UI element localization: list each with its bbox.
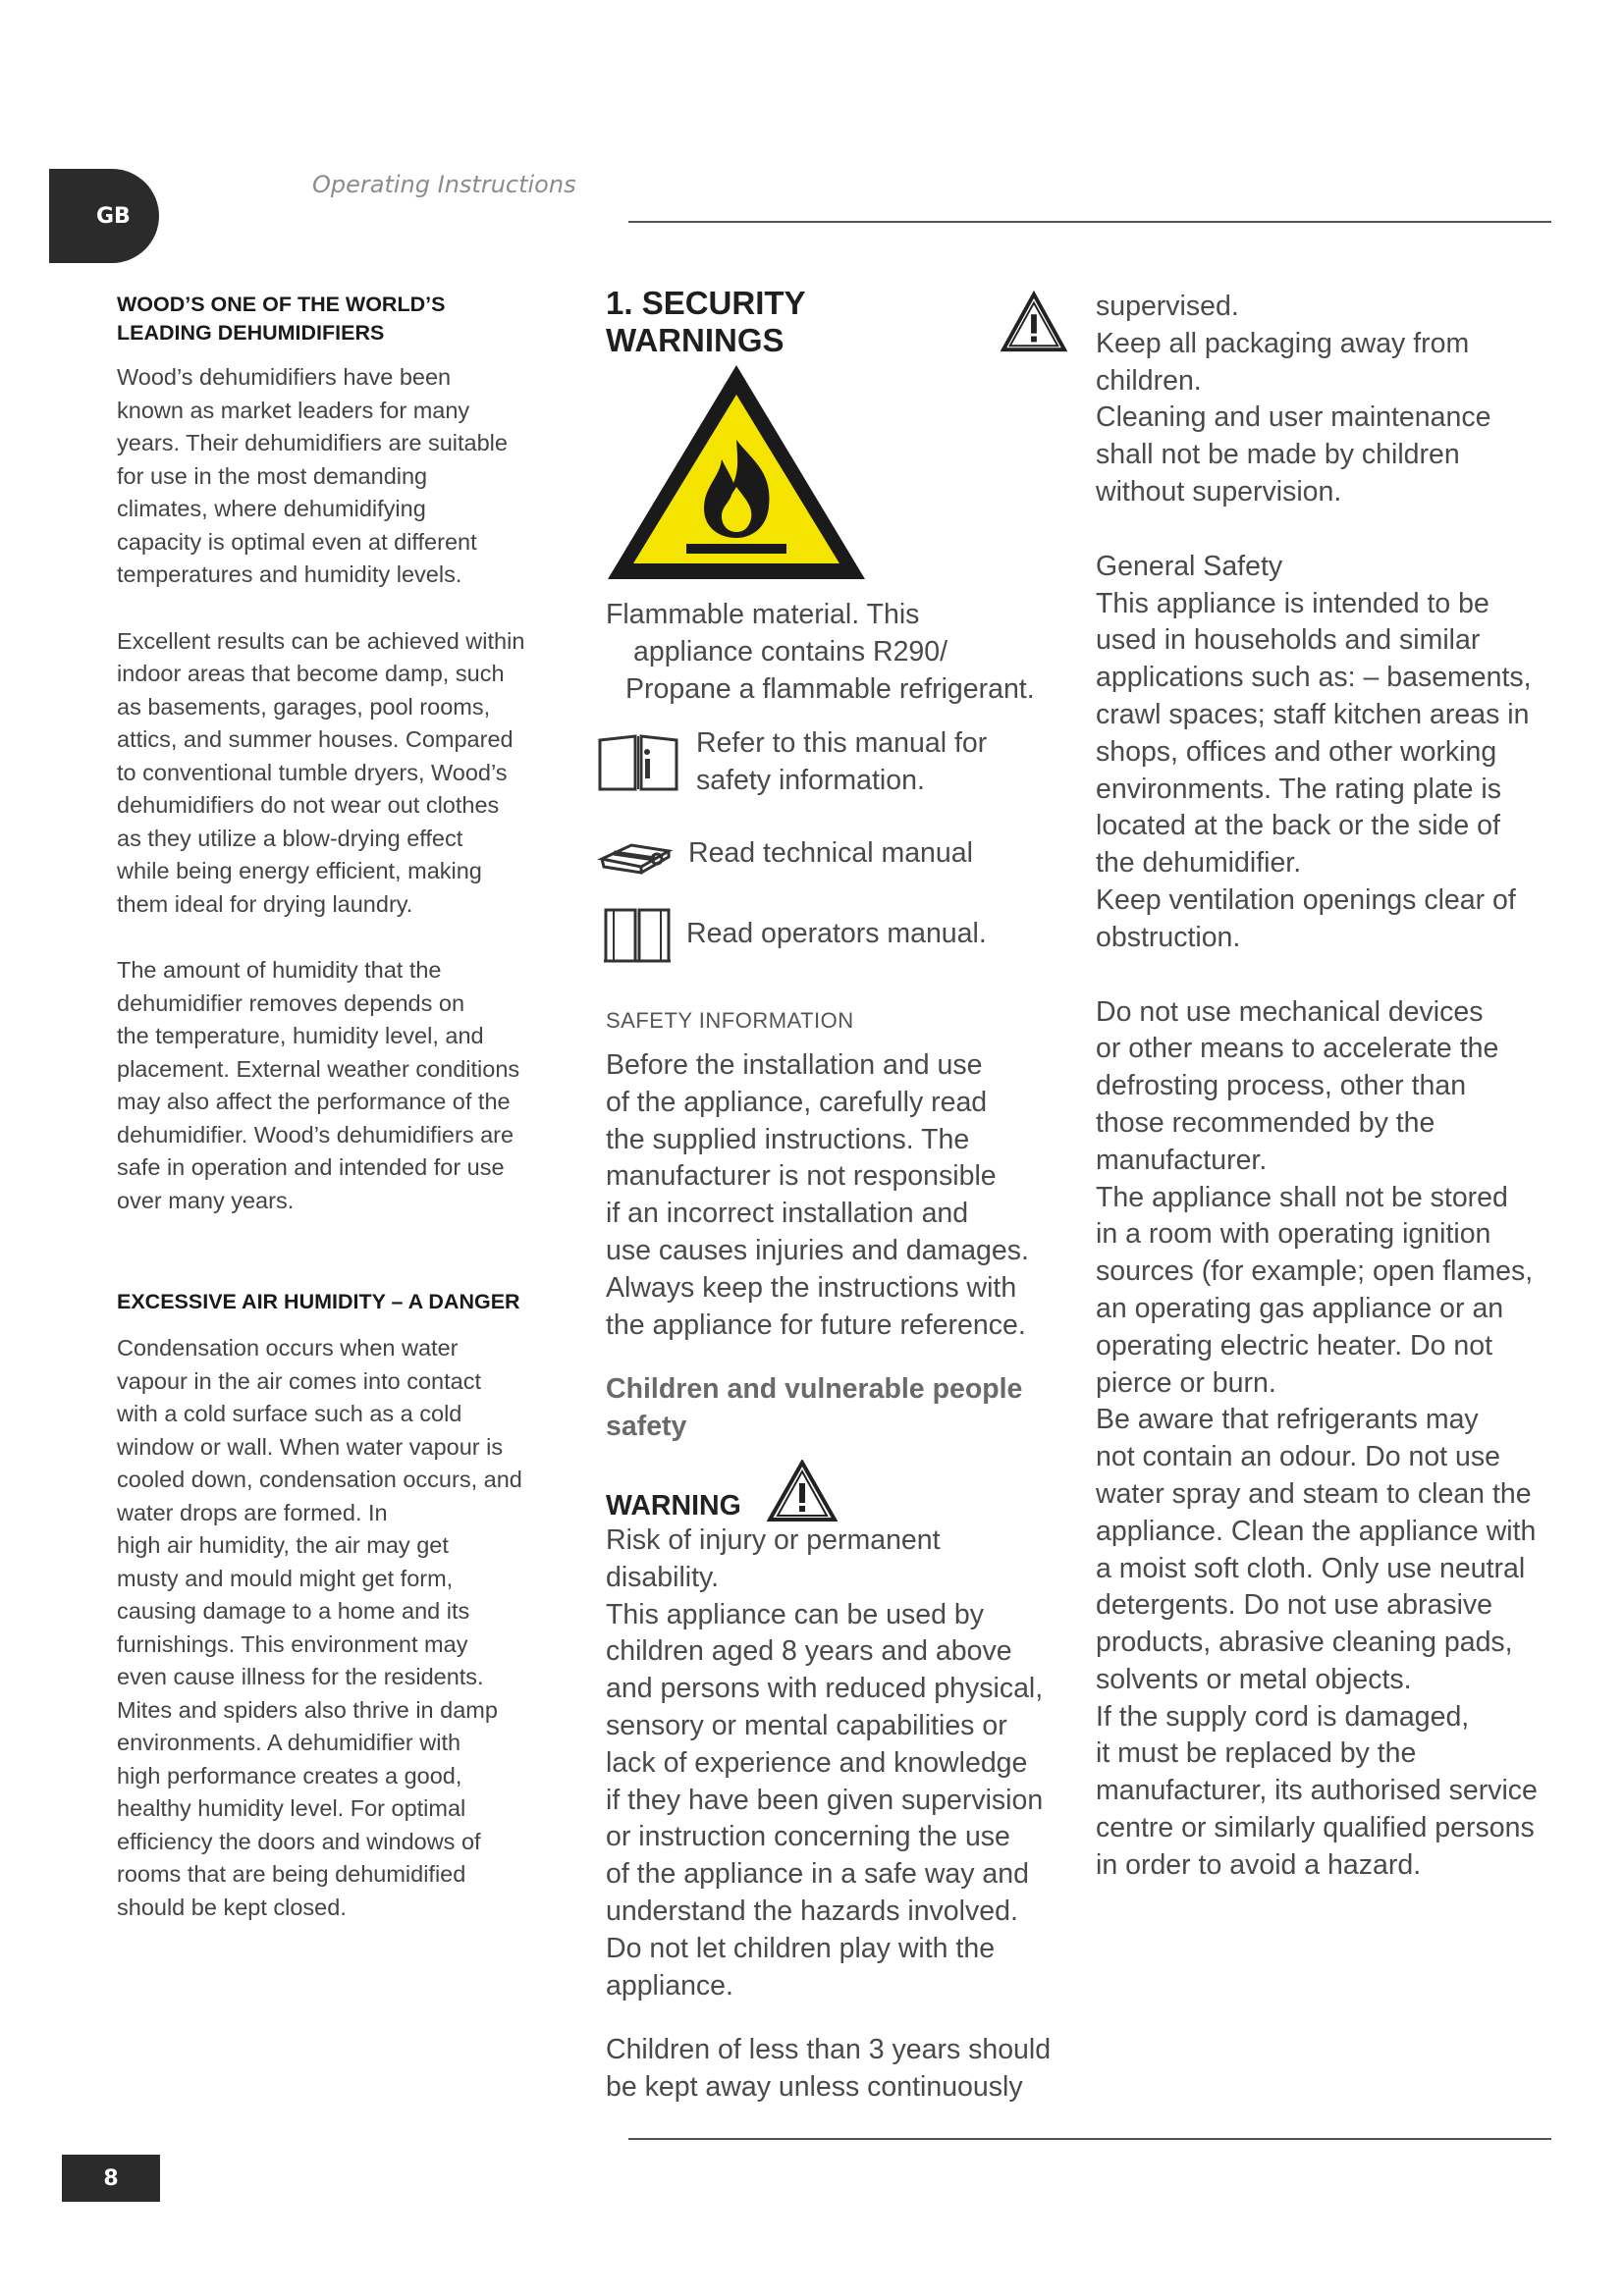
refer-manual-text <box>696 725 987 800</box>
text-line: products, abrasive cleaning pads, <box>1096 1627 1513 1659</box>
page-number <box>62 2155 160 2202</box>
text-line: understand the hazards involved. <box>606 1895 1018 1927</box>
text-line: window or wall. When water vapour is <box>117 1433 504 1460</box>
intro-heading <box>117 291 570 347</box>
text-line: capacity is optimal even at different <box>117 528 477 555</box>
operators-manual-text: Read operators manual. <box>686 918 987 950</box>
safety-paragraph <box>606 1047 1067 1344</box>
wrench-book-icon <box>596 833 675 875</box>
warning-triangle-icon <box>1001 291 1067 353</box>
text-line: water spray and steam to clean the <box>1096 1477 1532 1510</box>
text-line: them ideal for drying laundry. <box>117 890 413 917</box>
text-line: or other means to accelerate the <box>1096 1033 1499 1065</box>
text-line: may also affect the performance of the <box>117 1089 511 1114</box>
text-line: Refer to this manual for <box>696 727 988 760</box>
intro-paragraph <box>117 361 570 592</box>
text-line: not contain an odour. Do not use <box>1096 1441 1500 1473</box>
text-line: appliance. <box>606 1969 733 2002</box>
intro-heading-line: WOOD’S ONE OF THE WORLD’S <box>117 293 446 316</box>
text-line: as basements, garages, pool rooms, <box>117 693 491 720</box>
text-line: of the appliance in a safe way and <box>606 1858 1029 1891</box>
text-line: efficiency the doors and windows of <box>117 1828 481 1854</box>
right-column <box>1096 289 1557 1885</box>
text-line: safety information. <box>696 765 925 797</box>
text-line: dehumidifier removes depends on <box>117 989 465 1016</box>
text-line: of the appliance, carefully read <box>606 1086 988 1118</box>
text-line: Do not let children play with the <box>606 1932 996 1964</box>
text-line: obstruction. <box>1096 921 1241 953</box>
refer-manual-row <box>606 725 1067 800</box>
text-line: centre or similarly qualified persons <box>1096 1812 1535 1844</box>
text-line: high air humidity, the air may get <box>117 1532 449 1558</box>
warning-heading <box>606 1460 1067 1522</box>
text-line: Do not use mechanical devices <box>1096 995 1484 1028</box>
page-number-text: 8 <box>103 2165 119 2191</box>
text-line: Be aware that refrigerants may <box>1096 1404 1479 1436</box>
left-column <box>117 291 570 1924</box>
warning-label: WARNING <box>606 1489 741 1522</box>
text-line: furnishings. This environment may <box>117 1630 468 1657</box>
text-line: known as market leaders for many <box>117 397 470 423</box>
operators-manual-row <box>606 904 1067 965</box>
text-line: Mites and spiders also thrive in damp <box>117 1696 498 1723</box>
section-title-text: 1. SECURITY WARNINGS <box>606 285 805 358</box>
text-line: children aged 8 years and above <box>606 1635 1012 1668</box>
text-line: This appliance is intended to be <box>1096 587 1489 619</box>
text-line: Excellent results can be achieved within <box>117 627 525 654</box>
text-line: vapour in the air comes into contact <box>117 1367 481 1394</box>
text-line: high performance creates a good, <box>117 1762 462 1789</box>
children-heading <box>606 1371 1067 1446</box>
technical-manual-row <box>606 833 1067 875</box>
text-line: temperatures and humidity levels. <box>117 561 462 587</box>
text-line: children. <box>1096 364 1202 397</box>
text-line: a moist soft cloth. Only use neutral <box>1096 1552 1526 1584</box>
text-line: the temperature, humidity level, and <box>117 1023 484 1048</box>
results-paragraph <box>117 625 570 922</box>
intro-heading-line: LEADING DEHUMIDIFIERS <box>117 321 385 345</box>
children-under3-paragraph <box>606 2032 1067 2107</box>
text-line: those recommended by the <box>1096 1106 1435 1139</box>
text-line: pierce or burn. <box>1096 1366 1276 1399</box>
text-line: sensory or mental capabilities or <box>606 1709 1007 1741</box>
text-line: while being energy efficient, making <box>117 858 482 883</box>
technical-manual-text: Read technical manual <box>688 837 973 870</box>
text-line: in a room with operating ignition <box>1096 1218 1491 1251</box>
book-icon <box>602 904 673 965</box>
text-line: defrosting process, other than <box>1096 1070 1467 1102</box>
text-line: as they utilize a blow-drying effect <box>117 825 463 851</box>
text-line: use causes injuries and damages. <box>606 1234 1029 1266</box>
text-line: environments. A dehumidifier with <box>117 1730 461 1755</box>
text-line: applications such as: – basements, <box>1096 662 1532 694</box>
text-line: without supervision. <box>1096 475 1342 507</box>
text-line: the supplied instructions. The <box>606 1123 970 1155</box>
text-line: appliance contains R290/ <box>633 635 948 667</box>
text-line: The appliance shall not be stored <box>1096 1181 1508 1213</box>
text-line: shops, offices and other working <box>1096 735 1497 768</box>
flammable-text <box>606 597 1067 708</box>
text-line: years. Their dehumidifiers are suitable <box>117 430 508 455</box>
text-line: indoor areas that become damp, such <box>117 661 505 686</box>
warning-paragraph <box>606 1522 1067 2004</box>
text-line: over many years. <box>117 1187 295 1213</box>
text-line: if they have been given supervision <box>606 1784 1044 1816</box>
text-line: Always keep the instructions with <box>606 1271 1017 1304</box>
text-line: it must be replaced by the <box>1096 1737 1417 1770</box>
text-line: dehumidifiers do not wear out clothes <box>117 792 500 818</box>
text-line: if an incorrect installation and <box>606 1198 969 1230</box>
text-line: Wood’s dehumidifiers have been <box>117 364 452 390</box>
safety-info-heading: SAFETY INFORMATION <box>606 1007 854 1033</box>
running-header: Operating Instructions <box>312 171 576 198</box>
text-line: Keep ventilation openings clear of <box>1096 883 1516 916</box>
text-line: to conventional tumble dryers, Wood’s <box>117 759 508 785</box>
text-line: manufacturer. <box>1096 1144 1268 1176</box>
bottom-divider <box>628 2138 1551 2140</box>
text-line: Before the installation and use <box>606 1048 983 1081</box>
text-line: an operating gas appliance or an <box>1096 1292 1504 1324</box>
language-code: GB <box>96 203 131 229</box>
text-line: detergents. Do not use abrasive <box>1096 1589 1492 1622</box>
text-line: shall not be made by children <box>1096 439 1460 471</box>
text-line: If the supply cord is damaged, <box>1096 1700 1470 1733</box>
text-line: Risk of injury or permanent <box>606 1523 941 1556</box>
general-safety-paragraph <box>1096 586 1557 957</box>
warning-triangle-icon <box>767 1460 838 1522</box>
text-line: dehumidifier. Wood’s dehumidifiers are <box>117 1121 514 1148</box>
text-line: causing damage to a home and its <box>117 1598 470 1624</box>
text-line: sources (for example; open flames, <box>1096 1255 1534 1288</box>
text-line: be kept away unless continuously <box>606 2071 1023 2104</box>
text-line: This appliance can be used by <box>606 1598 985 1630</box>
text-line: Children of less than 3 years should <box>606 2034 1052 2066</box>
text-line: safe in operation and intended for use <box>117 1154 505 1180</box>
condensation-paragraph <box>117 1332 570 1924</box>
humidity-paragraph <box>117 954 570 1217</box>
text-line: even cause illness for the residents. <box>117 1664 484 1689</box>
text-line: should be kept closed. <box>117 1894 347 1920</box>
text-line: located at the back or the side of <box>1096 810 1500 842</box>
text-line: or instruction concerning the use <box>606 1821 1010 1853</box>
flammable-hazard-icon <box>604 361 869 583</box>
text-line: musty and mould might get form, <box>117 1565 454 1591</box>
text-line: Children and vulnerable people <box>606 1373 1023 1406</box>
top-divider <box>628 221 1551 223</box>
text-line: climates, where dehumidifying <box>117 496 426 521</box>
text-line: disability. <box>606 1561 720 1593</box>
text-line: Cleaning and user maintenance <box>1096 401 1491 434</box>
text-line: water drops are formed. In <box>117 1499 388 1525</box>
text-line: the dehumidifier. <box>1096 847 1302 880</box>
text-line: manufacturer is not responsible <box>606 1160 997 1193</box>
text-line: Propane a flammable refrigerant. <box>625 672 1035 705</box>
text-line: attics, and summer houses. Compared <box>117 726 514 752</box>
text-line: lack of experience and knowledge <box>606 1746 1028 1779</box>
language-tab <box>49 169 159 263</box>
text-line: in order to avoid a hazard. <box>1096 1848 1422 1881</box>
text-line: cooled down, condensation occurs, and <box>117 1467 522 1492</box>
text-line: the appliance for future reference. <box>606 1308 1026 1341</box>
text-line: placement. External weather conditions <box>117 1055 520 1082</box>
text-line: rooms that are being dehumidified <box>117 1861 466 1887</box>
text-line: and persons with reduced physical, <box>606 1673 1044 1705</box>
info-manual-icon <box>596 732 680 793</box>
danger-heading: EXCESSIVE AIR HUMIDITY – A DANGER <box>117 1290 520 1313</box>
text-line: Flammable material. This <box>606 599 920 630</box>
text-line: for use in the most demanding <box>117 462 428 489</box>
general-safety-heading: General Safety <box>1096 550 1283 582</box>
text-line: safety <box>606 1411 687 1443</box>
text-line: used in households and similar <box>1096 624 1481 657</box>
text-line: environments. The rating plate is <box>1096 773 1501 805</box>
text-line: appliance. Clean the appliance with <box>1096 1515 1537 1547</box>
text-line: operating electric heater. Do not <box>1096 1329 1492 1362</box>
text-line: healthy humidity level. For optimal <box>117 1795 466 1821</box>
supervision-paragraph <box>1096 289 1557 511</box>
text-line: Condensation occurs when water <box>117 1335 459 1361</box>
text-line: solvents or metal objects. <box>1096 1663 1412 1695</box>
text-line: manufacturer, its authorised service <box>1096 1775 1538 1807</box>
middle-column <box>606 285 1067 2107</box>
text-line: Keep all packaging away from <box>1096 327 1470 359</box>
defrost-paragraph <box>1096 994 1557 1885</box>
text-line: supervised. <box>1096 291 1239 322</box>
text-line: with a cold surface such as a cold <box>117 1401 462 1426</box>
text-line: The amount of humidity that the <box>117 957 442 983</box>
text-line: crawl spaces; staff kitchen areas in <box>1096 698 1530 730</box>
section-title <box>606 285 1067 359</box>
